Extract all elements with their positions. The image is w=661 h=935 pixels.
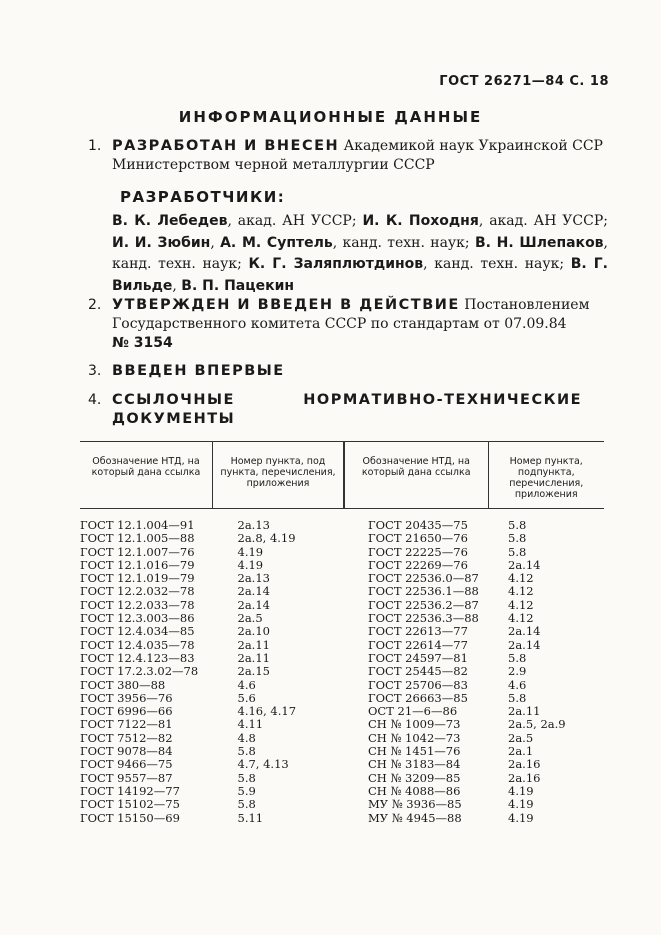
table-row [80, 546, 604, 559]
section-text [112, 296, 608, 353]
clause-number: 2а.16 [508, 770, 541, 785]
document-designation: ГОСТ 12.1.016—79 [80, 557, 195, 572]
document-designation: ГОСТ 9466—75 [80, 757, 173, 772]
document-designation: ГОСТ 12.1.007—76 [80, 544, 195, 559]
clause-number: 4.19 [508, 810, 534, 825]
document-designation: ГОСТ 9557—87 [80, 770, 173, 785]
section-text: ССЫЛОЧНЫЕ НОРМАТИВНО-ТЕХНИЧЕСКИЕ ДОКУМЕНТЫ [112, 392, 582, 427]
table-row [80, 625, 604, 638]
table-row [80, 532, 604, 545]
clause-number: 5.8 [508, 518, 527, 532]
clause-number: 5.8 [237, 797, 256, 812]
order-number: № 3154 [112, 335, 173, 351]
document-designation: ГОСТ 22225—76 [368, 544, 468, 559]
clause-number: 2а.1 [508, 744, 534, 759]
document-designation: ГОСТ 15150—69 [80, 810, 180, 825]
developer-name: И. К. Походня [362, 213, 479, 229]
page-title: ИНФОРМАЦИОННЫЕ ДАННЫЕ [178, 108, 483, 126]
document-designation: ГОСТ 26663—85 [368, 690, 468, 705]
table-row [80, 692, 604, 705]
table-row [80, 758, 604, 771]
developers-heading: РАЗРАБОТЧИКИ: [120, 188, 286, 206]
table-row [80, 798, 604, 811]
document-designation: СН № 4088—86 [368, 783, 461, 798]
document-designation: ГОСТ 14192—77 [80, 783, 180, 798]
clause-number: 4.12 [508, 597, 534, 612]
clause-number: 5.6 [237, 690, 256, 705]
section-lead: УТВЕРЖДЕН И ВВЕДЕН В ДЕЙСТВИЕ [112, 297, 460, 313]
clause-number: 2а.11 [237, 650, 270, 665]
clause-number: 4.11 [237, 717, 264, 732]
clause-number: 4.12 [508, 584, 534, 599]
clause-number: 2а.5, 2а.9 [508, 717, 566, 732]
clause-number: 2а.14 [237, 597, 270, 612]
table-row [80, 665, 604, 678]
section-developed [88, 137, 608, 175]
table-row [80, 812, 604, 825]
clause-number: 4.6 [237, 677, 256, 692]
document-designation: ГОСТ 12.2.032—78 [80, 584, 195, 599]
document-designation: ГОСТ 12.1.005—88 [80, 531, 195, 546]
document-designation: МУ № 3936—85 [368, 797, 462, 812]
section-lead: РАЗРАБОТАН И ВНЕСЕН [112, 138, 340, 154]
clause-number: 2а.8, 4.19 [237, 531, 296, 546]
table-row [80, 772, 604, 785]
column-header: Обозначение НТД, на который дана ссылка [80, 442, 213, 509]
section-number: 4. [88, 392, 102, 408]
developer-name: В. Н. Шлепаков [474, 234, 604, 251]
clause-number: 4.16, 4.17 [237, 704, 297, 719]
section-references [88, 391, 608, 429]
document-designation: ГОСТ 12.4.123—83 [80, 650, 195, 665]
clause-number: 2а.5 [508, 730, 534, 745]
table-row [80, 599, 604, 612]
clause-number: 2а.14 [508, 624, 541, 639]
document-designation: ГОСТ 12.4.034—85 [80, 624, 195, 639]
document-designation: ГОСТ 12.1.004—91 [80, 518, 195, 532]
column-header: Номер пункта, под пункта, перечисления, приложения [213, 442, 345, 509]
document-designation: ГОСТ 6996—66 [80, 704, 173, 719]
section-approved [88, 296, 608, 353]
clause-number: 5.8 [508, 650, 527, 665]
developer-title: , акад. АН УССР; [478, 213, 608, 229]
developer-name: К. Г. Заляплютдинов [248, 256, 424, 272]
table-header-row [80, 442, 604, 509]
clause-number: 2а.13 [237, 518, 270, 532]
developer-title: , [210, 234, 221, 251]
section-body: Постановлением Государственного комитета СССР по стандартам от 07.09.84 [112, 297, 590, 332]
clause-number: 2а.11 [508, 704, 541, 719]
section-number: 3. [88, 363, 102, 379]
table-row [80, 639, 604, 652]
developer-title: , [172, 277, 182, 294]
developer-title: , канд. техн. наук; [332, 234, 475, 251]
document-designation: ГОСТ 3956—76 [80, 690, 173, 705]
developer-name: В. П. Пацекин [181, 277, 295, 294]
developer-title: , акад. АН УССР; [227, 213, 363, 229]
document-designation: ГОСТ 12.2.033—78 [80, 597, 195, 612]
section-text [112, 137, 608, 175]
document-designation: ГОСТ 25706—83 [368, 677, 468, 692]
document-designation: ГОСТ 12.4.035—78 [80, 637, 195, 652]
clause-number: 2а.15 [237, 664, 270, 679]
table-row [80, 732, 604, 745]
section-number: 2. [88, 297, 102, 313]
section-number: 1. [88, 138, 102, 154]
column-header: Номер пункта, подпункта, перечисления, приложения [488, 442, 604, 509]
document-designation: ГОСТ 15102—75 [80, 797, 180, 812]
clause-number: 4.12 [508, 571, 534, 586]
document-designation: ГОСТ 24597—81 [368, 650, 468, 665]
document-designation: ГОСТ 7512—82 [80, 730, 173, 745]
clause-number: 4.12 [508, 611, 534, 626]
developer-title: , канд. техн. наук; [423, 256, 571, 272]
document-designation: СН № 1042—73 [368, 730, 461, 745]
section-body: Академикой наук Украинской ССР Министерством черной металлургии СССР [112, 138, 603, 173]
table-row [80, 745, 604, 758]
references-table [80, 441, 604, 825]
clause-number: 2а.13 [237, 571, 270, 586]
document-designation: ГОСТ 22536.1—88 [368, 584, 479, 599]
table-row [80, 509, 604, 533]
page-header: ГОСТ 26271—84 С. 18 [439, 74, 609, 89]
table-row [80, 679, 604, 692]
table-body [80, 509, 604, 825]
document-designation: ГОСТ 12.1.019—79 [80, 571, 195, 586]
developer-name: В. К. Лебедев [112, 213, 228, 229]
clause-number: 4.19 [508, 797, 534, 812]
document-designation: ГОСТ 17.2.3.02—78 [80, 664, 199, 679]
clause-number: 5.8 [237, 770, 256, 785]
table-row [80, 705, 604, 718]
developer-title: , канд. техн. наук; [112, 234, 608, 272]
document-designation: ГОСТ 7122—81 [80, 717, 173, 732]
clause-number: 5.8 [508, 544, 527, 559]
clause-number: 4.8 [237, 730, 256, 745]
document-designation: СН № 1009—73 [368, 717, 461, 732]
table-row [80, 785, 604, 798]
clause-number: 4.19 [508, 783, 534, 798]
clause-number: 4.7, 4.13 [237, 757, 289, 772]
document-designation: ГОСТ 22536.3—88 [368, 611, 479, 626]
document-designation: ГОСТ 22536.2—87 [368, 597, 479, 612]
clause-number: 2.9 [508, 664, 527, 679]
clause-number: 2а.16 [508, 757, 541, 772]
column-header: Обозначение НТД, на который дана ссылка [344, 442, 488, 509]
document-designation: ГОСТ 20435—75 [368, 518, 468, 532]
table-row [80, 559, 604, 572]
section-first-introduced [88, 362, 608, 381]
document-designation: ГОСТ 22536.0—87 [368, 571, 479, 586]
table-row [80, 585, 604, 598]
clause-number: 5.9 [237, 783, 256, 798]
developer-name: А. М. Суптель [220, 234, 333, 251]
developers-list [112, 211, 608, 297]
clause-number: 2а.10 [237, 624, 270, 639]
clause-number: 2а.5 [237, 611, 263, 626]
document-designation: ГОСТ 22614—77 [368, 637, 468, 652]
developer-name: И. И. Зюбин [112, 234, 211, 251]
document-designation: МУ № 4945—88 [368, 810, 462, 825]
document-designation: ГОСТ 9078—84 [80, 744, 173, 759]
clause-number: 5.8 [508, 690, 527, 705]
table-row [80, 718, 604, 731]
document-designation: ОСТ 21—6—86 [368, 704, 458, 719]
clause-number: 4.19 [237, 544, 264, 559]
document-designation: СН № 3183—84 [368, 757, 461, 772]
clause-number: 4.6 [508, 677, 527, 692]
table-row [80, 612, 604, 625]
document-designation: ГОСТ 22269—76 [368, 557, 468, 572]
clause-number: 2а.11 [237, 637, 270, 652]
document-designation: ГОСТ 12.3.003—86 [80, 611, 195, 626]
table-row [80, 652, 604, 665]
document-designation: СН № 1451—76 [368, 744, 461, 759]
developer-name: В. Г. Вильде [112, 256, 609, 294]
clause-number: 5.8 [237, 744, 256, 759]
clause-number: 4.19 [237, 557, 264, 572]
clause-number: 2а.14 [237, 584, 270, 599]
section-text: ВВЕДЕН ВПЕРВЫЕ [112, 363, 285, 379]
document-designation: ГОСТ 22613—77 [368, 624, 468, 639]
document-designation: ГОСТ 21650—76 [368, 531, 468, 546]
document-designation: СН № 3209—85 [368, 770, 461, 785]
clause-number: 2а.14 [508, 637, 541, 652]
table-row [80, 572, 604, 585]
document-designation: ГОСТ 380—88 [80, 677, 166, 692]
clause-number: 5.11 [237, 810, 264, 825]
clause-number: 2а.14 [508, 557, 541, 572]
document-designation: ГОСТ 25445—82 [368, 664, 468, 679]
clause-number: 5.8 [508, 531, 527, 546]
